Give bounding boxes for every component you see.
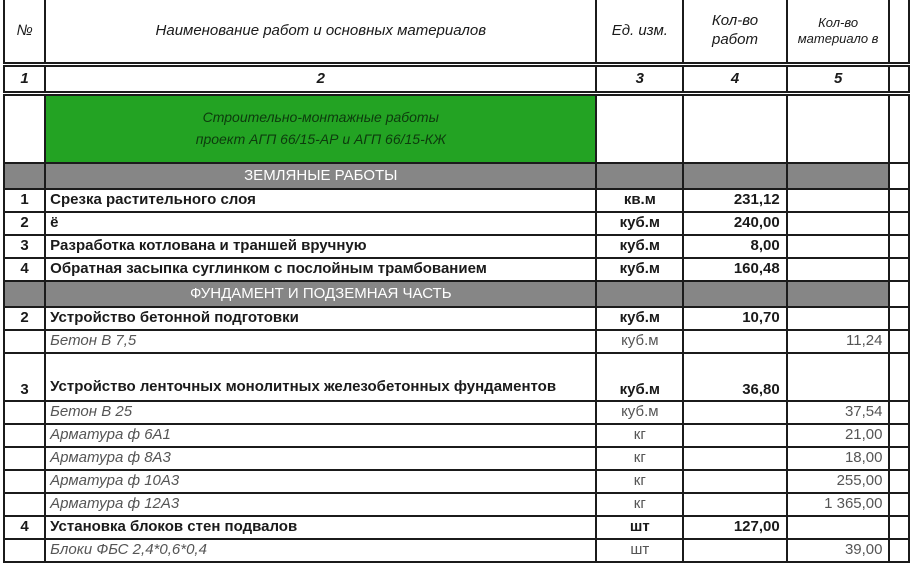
row-qty-mat: 255,00	[787, 470, 890, 493]
row-qty-mat	[787, 189, 890, 212]
index-4: 4	[683, 65, 786, 94]
row-name: Установка блоков стен подвалов	[45, 516, 596, 539]
row-qty-mat: 37,54	[787, 401, 890, 424]
row-name: ё	[45, 212, 596, 235]
header-unit: Ед. изм.	[596, 0, 683, 65]
index-2: 2	[45, 65, 596, 94]
material-row	[4, 470, 909, 493]
row-unit: кв.м	[596, 189, 683, 212]
material-row	[4, 447, 909, 470]
row-name: Арматура ф 10А3	[45, 470, 596, 493]
work-row	[4, 258, 909, 281]
row-qty-mat: 21,00	[787, 424, 890, 447]
work-row	[4, 353, 909, 401]
work-row	[4, 189, 909, 212]
sections-body	[4, 163, 909, 562]
row-qty-mat	[787, 258, 890, 281]
row-qty-work: 10,70	[683, 307, 786, 330]
row-name: Устройство ленточных монолитных железобетонных фундаментов	[45, 353, 596, 401]
row-qty-work	[683, 539, 786, 562]
row-name: Арматура ф 12А3	[45, 493, 596, 516]
estimate-table	[3, 0, 910, 563]
header-qty-mat: Кол-во материало в	[787, 0, 890, 65]
section-title: ЗЕМЛЯНЫЕ РАБОТЫ	[45, 163, 596, 189]
row-unit: куб.м	[596, 307, 683, 330]
row-qty-mat	[787, 516, 890, 539]
material-row	[4, 401, 909, 424]
row-unit: куб.м	[596, 235, 683, 258]
row-unit: кг	[596, 424, 683, 447]
row-name: Обратная засыпка суглинком с послойным трамбованием	[45, 258, 596, 281]
material-row	[4, 330, 909, 353]
row-qty-work: 127,00	[683, 516, 786, 539]
row-num	[4, 493, 45, 516]
project-title-row	[4, 94, 909, 164]
index-3: 3	[596, 65, 683, 94]
row-num: 3	[4, 353, 45, 401]
material-row	[4, 493, 909, 516]
row-name: Арматура ф 8А3	[45, 447, 596, 470]
index-1: 1	[4, 65, 45, 94]
row-qty-work: 160,48	[683, 258, 786, 281]
row-num: 4	[4, 258, 45, 281]
section-title: ФУНДАМЕНТ И ПОДЗЕМНАЯ ЧАСТЬ	[45, 281, 596, 307]
section-header-row	[4, 163, 909, 189]
project-title-line2: проект АГП 66/15-АР и АГП 66/15-КЖ	[195, 131, 446, 147]
row-name: Блоки ФБС 2,4*0,6*0,4	[45, 539, 596, 562]
row-unit: куб.м	[596, 401, 683, 424]
row-num	[4, 424, 45, 447]
row-unit: кг	[596, 493, 683, 516]
row-num: 3	[4, 235, 45, 258]
row-num	[4, 470, 45, 493]
row-num: 2	[4, 212, 45, 235]
row-name: Бетон В 25	[45, 401, 596, 424]
row-unit: шт	[596, 539, 683, 562]
header-extra	[889, 0, 909, 65]
row-qty-mat	[787, 307, 890, 330]
index-6	[889, 65, 909, 94]
project-title	[45, 94, 596, 164]
row-name: Арматура ф 6А1	[45, 424, 596, 447]
section-header-row	[4, 281, 909, 307]
row-num	[4, 330, 45, 353]
header-row	[4, 0, 909, 65]
row-num	[4, 447, 45, 470]
row-unit: куб.м	[596, 212, 683, 235]
row-qty-work	[683, 470, 786, 493]
work-row	[4, 212, 909, 235]
row-qty-mat	[787, 212, 890, 235]
row-unit: шт	[596, 516, 683, 539]
row-qty-mat	[787, 353, 890, 401]
row-name: Устройство бетонной подготовки	[45, 307, 596, 330]
work-row	[4, 516, 909, 539]
column-index-row	[4, 65, 909, 94]
work-row	[4, 235, 909, 258]
row-num: 4	[4, 516, 45, 539]
row-num: 2	[4, 307, 45, 330]
row-qty-work: 231,12	[683, 189, 786, 212]
row-qty-work	[683, 424, 786, 447]
row-qty-work	[683, 447, 786, 470]
row-qty-work: 240,00	[683, 212, 786, 235]
index-5: 5	[787, 65, 890, 94]
row-num: 1	[4, 189, 45, 212]
row-unit: куб.м	[596, 258, 683, 281]
row-qty-work	[683, 401, 786, 424]
material-row	[4, 539, 909, 562]
row-qty-mat: 1 365,00	[787, 493, 890, 516]
work-row	[4, 307, 909, 330]
row-unit: куб.м	[596, 353, 683, 401]
row-unit: кг	[596, 470, 683, 493]
row-unit: кг	[596, 447, 683, 470]
row-num	[4, 401, 45, 424]
row-name: Срезка растительного слоя	[45, 189, 596, 212]
row-name: Разработка котлована и траншей вручную	[45, 235, 596, 258]
header-name: Наименование работ и основных материалов	[45, 0, 596, 65]
row-qty-work: 36,80	[683, 353, 786, 401]
row-qty-mat: 18,00	[787, 447, 890, 470]
row-num	[4, 539, 45, 562]
header-qty-work: Кол-во работ	[683, 0, 786, 65]
row-qty-mat	[787, 235, 890, 258]
row-name: Бетон В 7,5	[45, 330, 596, 353]
row-qty-work	[683, 330, 786, 353]
row-qty-mat: 39,00	[787, 539, 890, 562]
row-qty-mat: 11,24	[787, 330, 890, 353]
row-qty-work	[683, 493, 786, 516]
material-row	[4, 424, 909, 447]
row-qty-work: 8,00	[683, 235, 786, 258]
project-title-line1: Строительно-монтажные работы	[202, 109, 439, 126]
header-num: №	[4, 0, 45, 65]
row-unit: куб.м	[596, 330, 683, 353]
